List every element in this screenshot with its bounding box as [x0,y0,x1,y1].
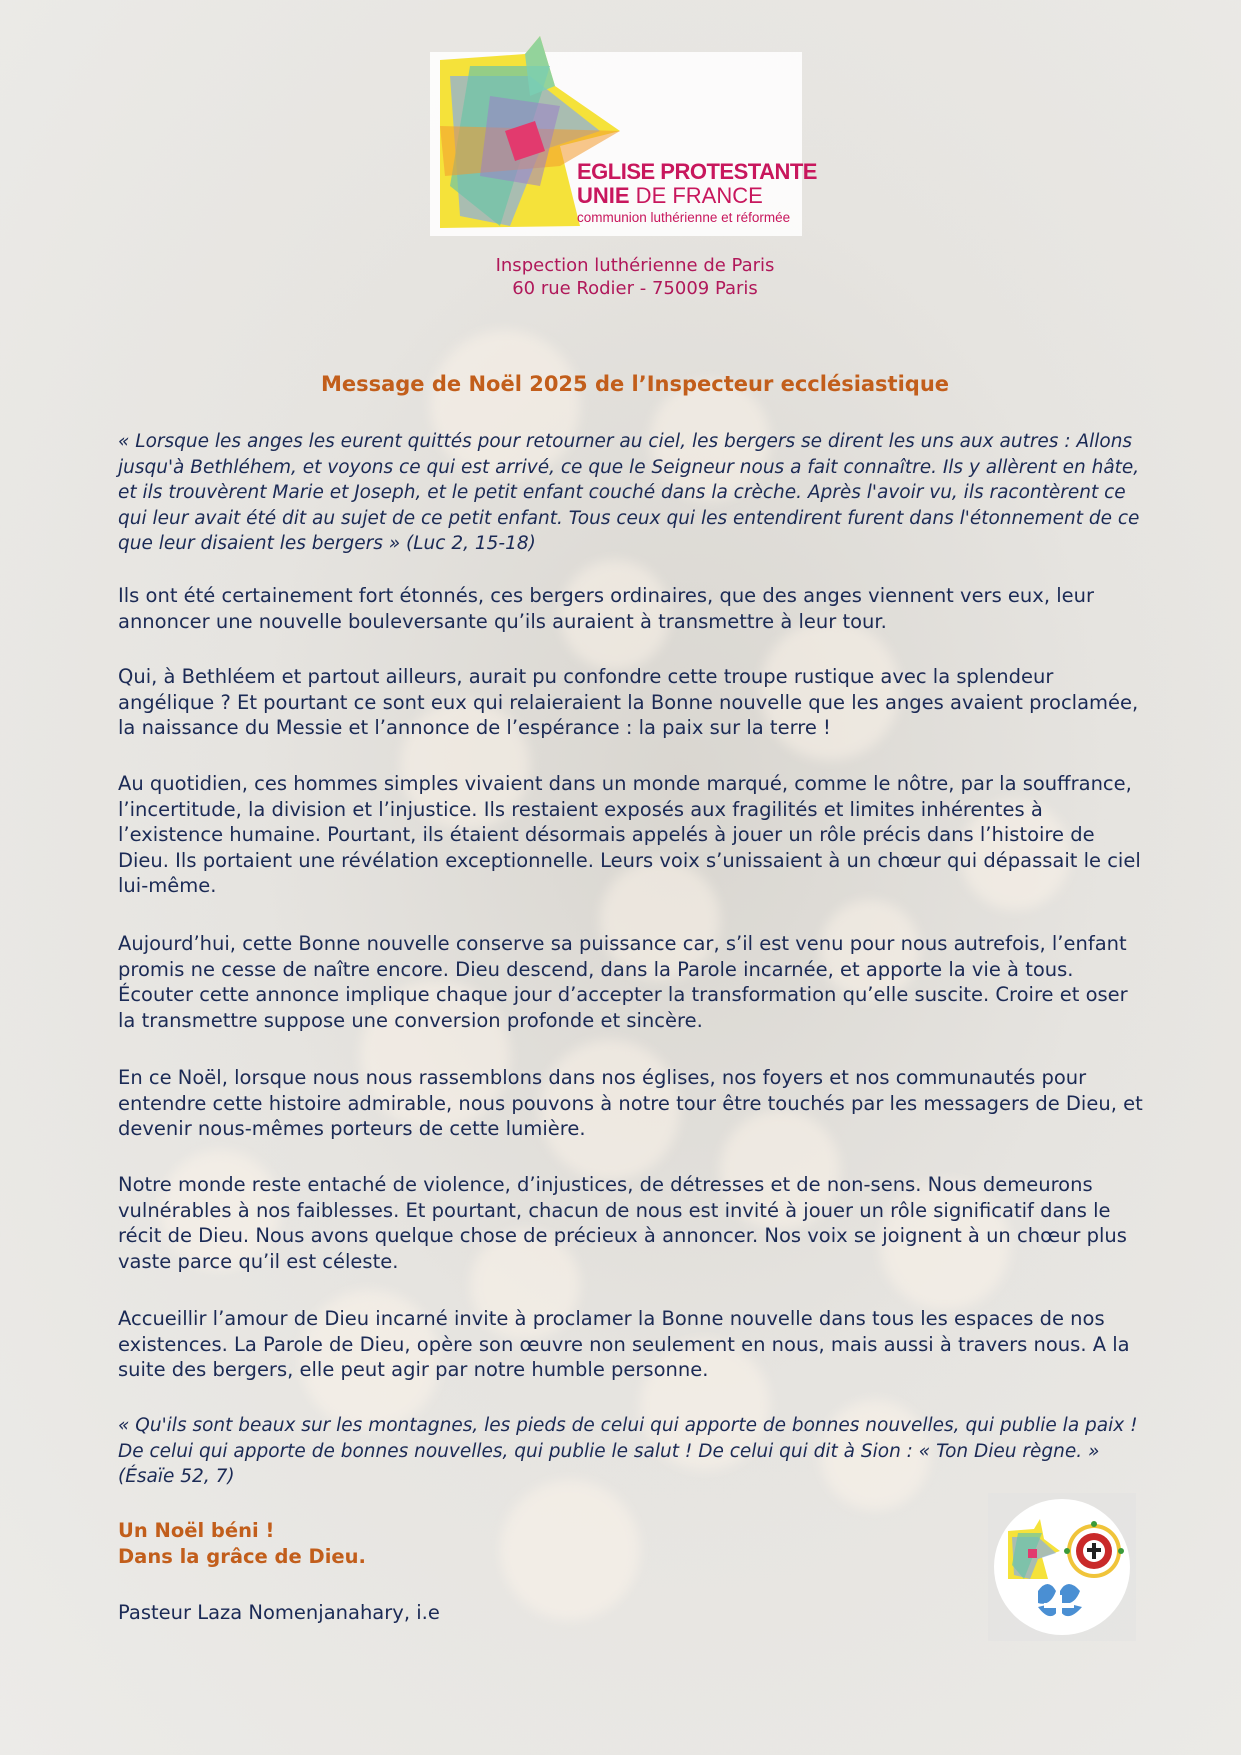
address-line-1: Inspection luthérienne de Paris [495,255,775,276]
body-paragraph-6: Notre monde reste entaché de violence, d’injustices, de détresses et de non-sens. Nous demeurons vulnérables à nos faiblesses. Et pourtant, chacun de nous est invité à jouer un rôle significatif dans le récit de Dieu. Nous avons quelque chose de précieux à annoncer. Nos voix se joignent à un chœur plus vaste parce qu’il est céleste. [118,1173,1127,1273]
closing-greeting [118,1518,366,1570]
epudf-luther-rose-hands-emblem-icon [994,1499,1130,1635]
epudf-logo [430,36,817,236]
address-line-2: 60 rue Rodier - 75009 Paris [512,278,758,299]
logo-tagline: communion luthérienne et réformée [577,210,791,225]
logo-wordmark [577,159,817,226]
body-paragraph-4: Aujourd’hui, cette Bonne nouvelle conserve sa puissance car, s’il est venu pour nous autrefois, l’enfant promis ne cesse de naître encore. Dieu descend, dans la Parole incarnée, et apporte la vie à tous. Écouter cette annonce implique chaque jour d’accepter la transformation qu’elle suscite. Croire et oser la transmettre suppose une conversion profonde et sincère. [118,932,1128,1032]
body-paragraph-7: Accueillir l’amour de Dieu incarné invite à proclamer la Bonne nouvelle dans tous les espaces de nos existences. La Parole de Dieu, opère son œuvre non seulement en nous, mais aussi à travers nous. A la suite des bergers, elle peut agir par notre humble personne. [118,1307,1130,1381]
signature: Pasteur Laza Nomenjanahary, i.e [118,1601,440,1624]
closing-line-1: Un Noël béni ! [118,1519,275,1542]
closing-line-2: Dans la grâce de Dieu. [118,1545,366,1568]
footer-emblem [988,1493,1136,1641]
document-title: Message de Noël 2025 de l’Inspecteur ecclésiastique [320,372,950,396]
logo-line-2-rest: DE FRANCE [629,183,763,208]
body-paragraph-2: Qui, à Bethléem et partout ailleurs, aurait pu confondre cette troupe rustique avec la splendeur angélique ? Et pourtant ce sont eux qui relaieraient la Bonne nouvelle que les anges avaient proclamée, la naissance du Messie et l’annonce de l’espérance : la paix sur la terre ! [118,665,1139,739]
closing-quote: « Qu'ils sont beaux sur les montagnes, les pieds de celui qui apporte de bonnes nouvelles, qui publie la paix ! De celui qui apporte de bonnes nouvelles, qui publie le salut ! De celui qui dit à Sion : « Ton Dieu règne. » (Ésaïe 52, 7) [118,1415,1138,1487]
logo-line-2-bold: UNIE [577,183,630,208]
body-paragraph-3: Au quotidien, ces hommes simples vivaient dans un monde marqué, comme le nôtre, par la souffrance, l’incertitude, la division et l’injustice. Ils restaient exposés aux fragilités et limites inhérentes à l’existence humaine. Pourtant, ils étaient désormais appelés à jouer un rôle précis dans l’histoire de Dieu. Ils portaient une révélation exceptionnelle. Leurs voix s’unissaient à un chœur qui dépassait le ciel lui-même. [118,772,1141,897]
body-paragraph-5: En ce Noël, lorsque nous nous rassemblons dans nos églises, nos foyers et nos communautés pour entendre cette histoire admirable, nous pouvons à notre tour être touchés par les messagers de Dieu, et devenir nous-mêmes porteurs de cette lumière. [118,1066,1143,1140]
opening-quote: « Lorsque les anges les eurent quittés pour retourner au ciel, les bergers se dirent les uns aux autres : Allons jusqu'à Bethléhem, et voyons ce qui est arrivé, ce que le Seigneur nous a fait connaître. Ils y allèrent en hâte, et ils trouvèrent Marie et Joseph, et le petit enfant couché dans la crèche. Après l'avoir vu, ils racontèrent ce qui leur avait été dit au sujet de ce petit enfant. Tous ceux qui les entendirent furent dans l'étonnement de ce que leur disaient les bergers » (Luc 2, 15-18) [118,431,1140,554]
logo-line-1: EGLISE PROTESTANTE [577,159,817,184]
body-paragraph-1: Ils ont été certainement fort étonnés, ces bergers ordinaires, que des anges viennent vers eux, leur annoncer une nouvelle bouleversante qu’ils auraient à transmettre à leur tour. [118,584,1095,633]
logo-line-2 [577,184,807,208]
